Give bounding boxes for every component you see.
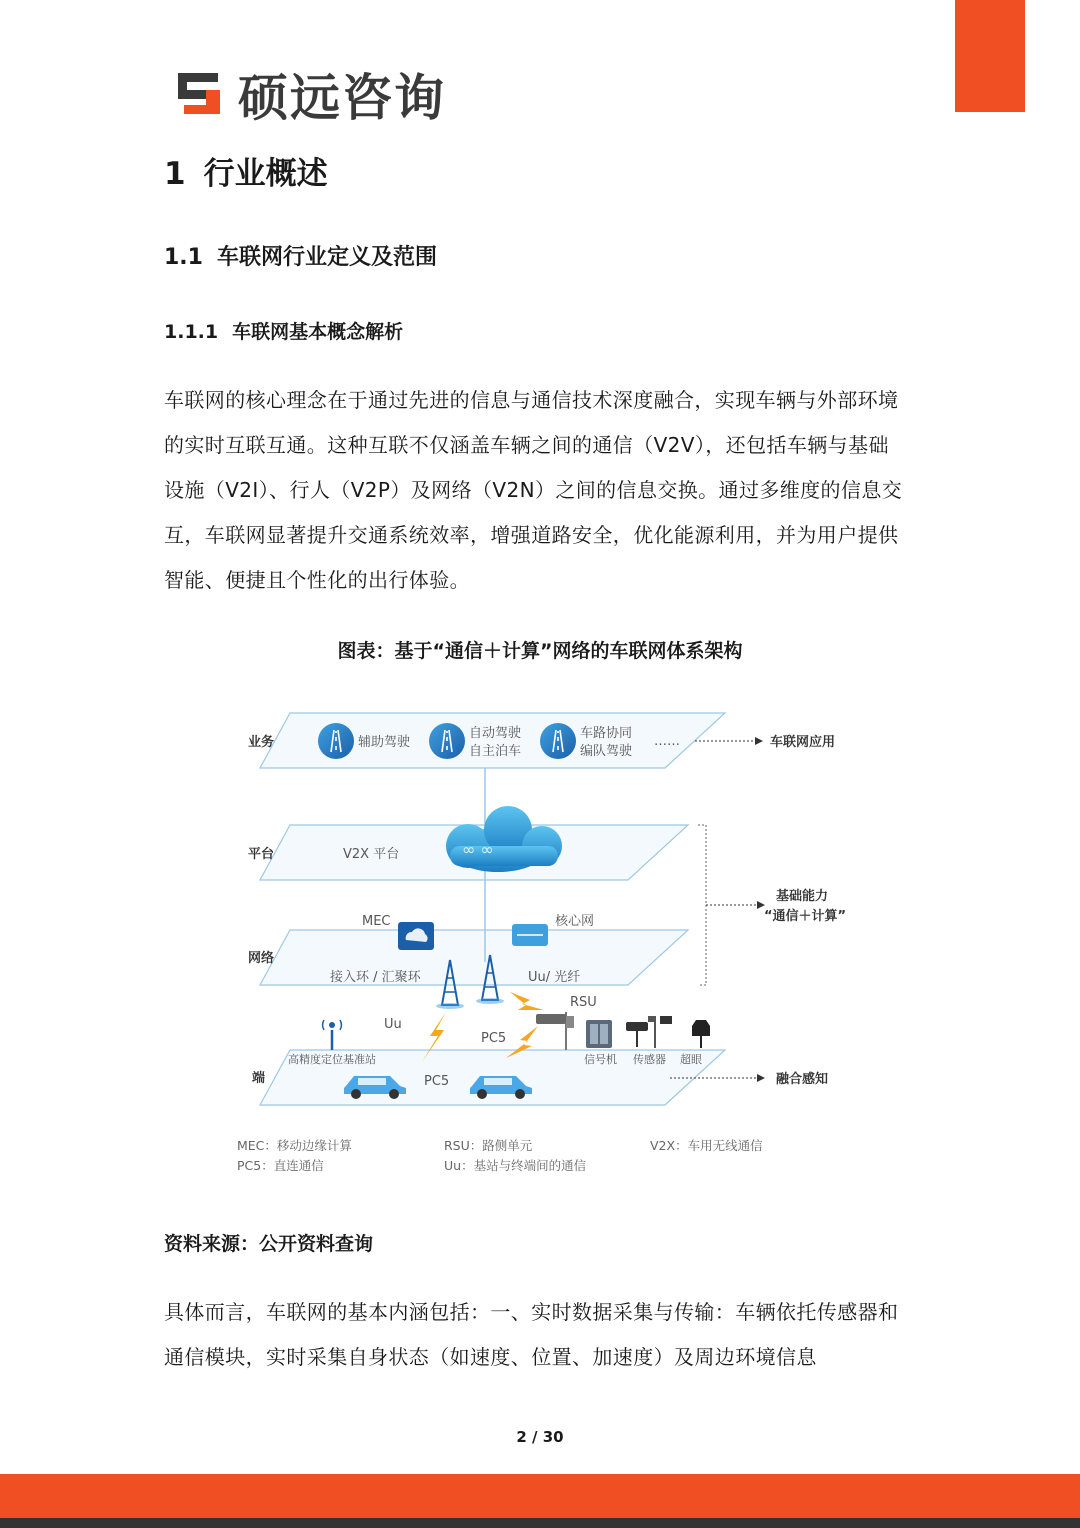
app-platoon-driving: 编队驾驶 bbox=[580, 744, 633, 759]
app-auto-parking: 自主泊车 bbox=[469, 744, 522, 759]
figure-caption: 图表：基于“通信＋计算”网络的车联网体系架构 bbox=[337, 640, 743, 662]
footer-dark-strip bbox=[0, 1518, 1080, 1528]
signal-bolt-icon bbox=[510, 992, 544, 1010]
signal-light-icon bbox=[586, 1020, 612, 1048]
legend-rsu: RSU：路侧单元 bbox=[444, 1138, 533, 1153]
base-station-label: 高精度定位基准站 bbox=[288, 1053, 376, 1066]
legend-pc5: PC5：直连通信 bbox=[237, 1158, 324, 1173]
svg-text:∞ ∞: ∞ ∞ bbox=[462, 840, 494, 859]
app-assist-driving: 辅助驾驶 bbox=[358, 735, 411, 750]
pc5-label-upper: PC5 bbox=[481, 1031, 507, 1046]
heading-title: 车联网基本概念解析 bbox=[232, 321, 404, 343]
fusion-label: 融合感知 bbox=[776, 1072, 829, 1087]
mec-label: MEC bbox=[362, 914, 391, 929]
section-heading-1 bbox=[164, 148, 328, 193]
logo-mark-icon bbox=[176, 69, 228, 119]
page-number: 2 / 30 bbox=[516, 1428, 564, 1446]
access-ring-label: 接入环 / 汇聚环 bbox=[330, 970, 421, 985]
capability-sub-label: “通信＋计算” bbox=[764, 909, 847, 924]
brand-logo bbox=[176, 58, 446, 130]
capability-label: 基础能力 bbox=[776, 889, 829, 904]
rsu-label: RSU bbox=[570, 995, 597, 1010]
roadside-devices bbox=[586, 1016, 710, 1048]
antenna-icon bbox=[323, 1020, 342, 1050]
footer-accent-bar bbox=[0, 1474, 1080, 1518]
app-result-label: 车联网应用 bbox=[770, 735, 836, 750]
app-vehicle-road-coop: 车路协同 bbox=[580, 726, 633, 741]
heading-number: 1.1 bbox=[164, 245, 203, 270]
uu-fiber-label: Uu/ 光纤 bbox=[528, 970, 581, 985]
cloud-icon bbox=[446, 806, 562, 872]
radar-label: 超眼 bbox=[680, 1053, 702, 1066]
heading-number: 1 bbox=[164, 156, 186, 192]
legend-v2x: V2X：车用无线通信 bbox=[650, 1138, 763, 1153]
body-paragraph-1: 车联网的核心理念在于通过先进的信息与通信技术深度融合，实现车辆与外部环境的实时互联互通。这种互联不仅涵盖车辆之间的通信（V2V），还包括车辆与基础设施（V2I）、行人（V2P）及网络（V2N）之间的信息交换。通过多维度的信息交互，车联网显著提升交通系统效率，增强道路安全，优化能源利用，并为用户提供智能、便捷且个性化的出行体验。 bbox=[164, 388, 903, 592]
legend-mec: MEC：移动边缘计算 bbox=[237, 1138, 352, 1153]
rsu-unit-icon bbox=[536, 1014, 566, 1024]
layer-label-network: 网络 bbox=[248, 951, 275, 966]
corner-accent-tab bbox=[955, 0, 1025, 112]
signal-light-label: 信号机 bbox=[584, 1053, 617, 1066]
network-plane bbox=[260, 930, 688, 985]
source-note: 资料来源：公开资料查询 bbox=[164, 1233, 374, 1255]
core-network-label: 核心网 bbox=[555, 914, 595, 929]
radar-icon bbox=[692, 1020, 710, 1036]
layer-label-terminal: 端 bbox=[252, 1071, 266, 1086]
app-more: …… bbox=[654, 734, 680, 749]
sensor-label: 传感器 bbox=[633, 1053, 666, 1066]
legend-uu: Uu：基站与终端间的通信 bbox=[444, 1158, 587, 1173]
app-autonomous-driving: 自动驾驶 bbox=[469, 726, 522, 741]
section-heading-3 bbox=[164, 317, 403, 344]
section-heading-2 bbox=[164, 240, 437, 271]
heading-number: 1.1.1 bbox=[164, 321, 219, 343]
body-paragraph-2: 具体而言，车联网的基本内涵包括：一、实时数据采集与传输：车辆依托传感器和通信模块，实时采集自身状态（如速度、位置、加速度）及周边环境信息 bbox=[164, 1300, 899, 1369]
sensor-icon bbox=[626, 1022, 648, 1031]
v2x-platform-label: V2X 平台 bbox=[343, 847, 400, 862]
heading-title: 车联网行业定义及范围 bbox=[216, 245, 437, 270]
brand-name: 硕远咨询 bbox=[238, 69, 446, 127]
heading-title: 行业概述 bbox=[203, 156, 328, 192]
capability-bracket bbox=[698, 825, 706, 985]
uu-label: Uu bbox=[384, 1017, 402, 1032]
architecture-diagram bbox=[230, 700, 850, 1190]
layer-label-business: 业务 bbox=[248, 735, 275, 750]
pc5-label-lower: PC5 bbox=[424, 1074, 450, 1089]
layer-label-platform: 平台 bbox=[248, 847, 275, 862]
